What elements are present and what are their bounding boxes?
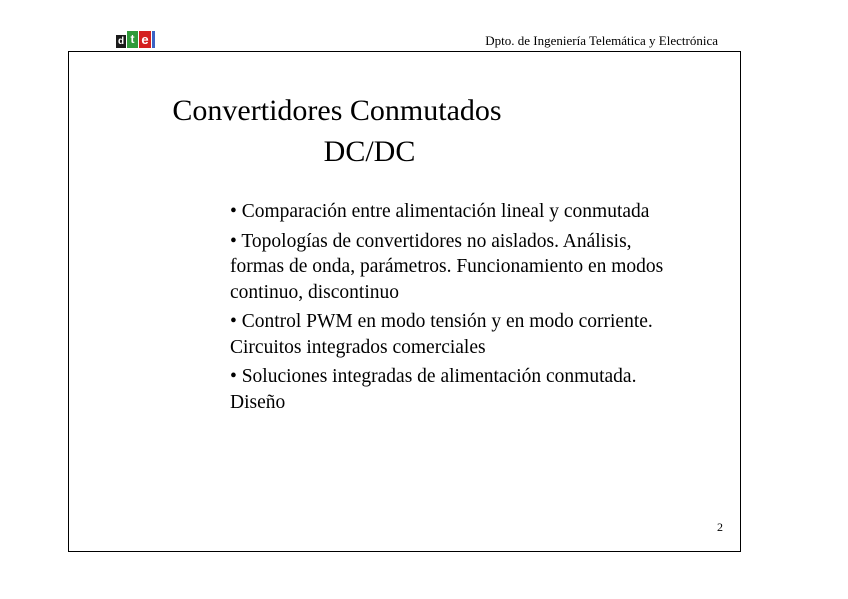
bullet-list xyxy=(230,199,690,419)
logo-accent-bar xyxy=(152,31,155,48)
page-number: 2 xyxy=(717,520,723,534)
department-header: Dpto. de Ingeniería Telemática y Electrónica xyxy=(485,33,718,48)
bullet-item: • Control PWM en modo tensión y en modo corriente. Circuitos integrados comerciales xyxy=(230,311,653,358)
logo-letter-d: d xyxy=(117,36,125,47)
slide-title-line-1: Convertidores Conmutados xyxy=(172,94,502,127)
logo-letter-t: t xyxy=(127,31,138,48)
slide-frame xyxy=(68,51,741,552)
dte-logo xyxy=(116,31,155,48)
slide-title-line-2: DC/DC xyxy=(323,135,416,168)
bullet-item: • Comparación entre alimentación lineal y conmutada xyxy=(230,201,650,222)
logo-letter-e: e xyxy=(139,31,151,48)
slide-title xyxy=(69,90,740,172)
bullet-item: • Soluciones integradas de alimentación conmutada. Diseño xyxy=(230,366,637,413)
bullet-item: • Topologías de convertidores no aislados. Análisis, formas de onda, parámetros. Funcionamiento en modos continuo, discontinuo xyxy=(230,230,664,303)
